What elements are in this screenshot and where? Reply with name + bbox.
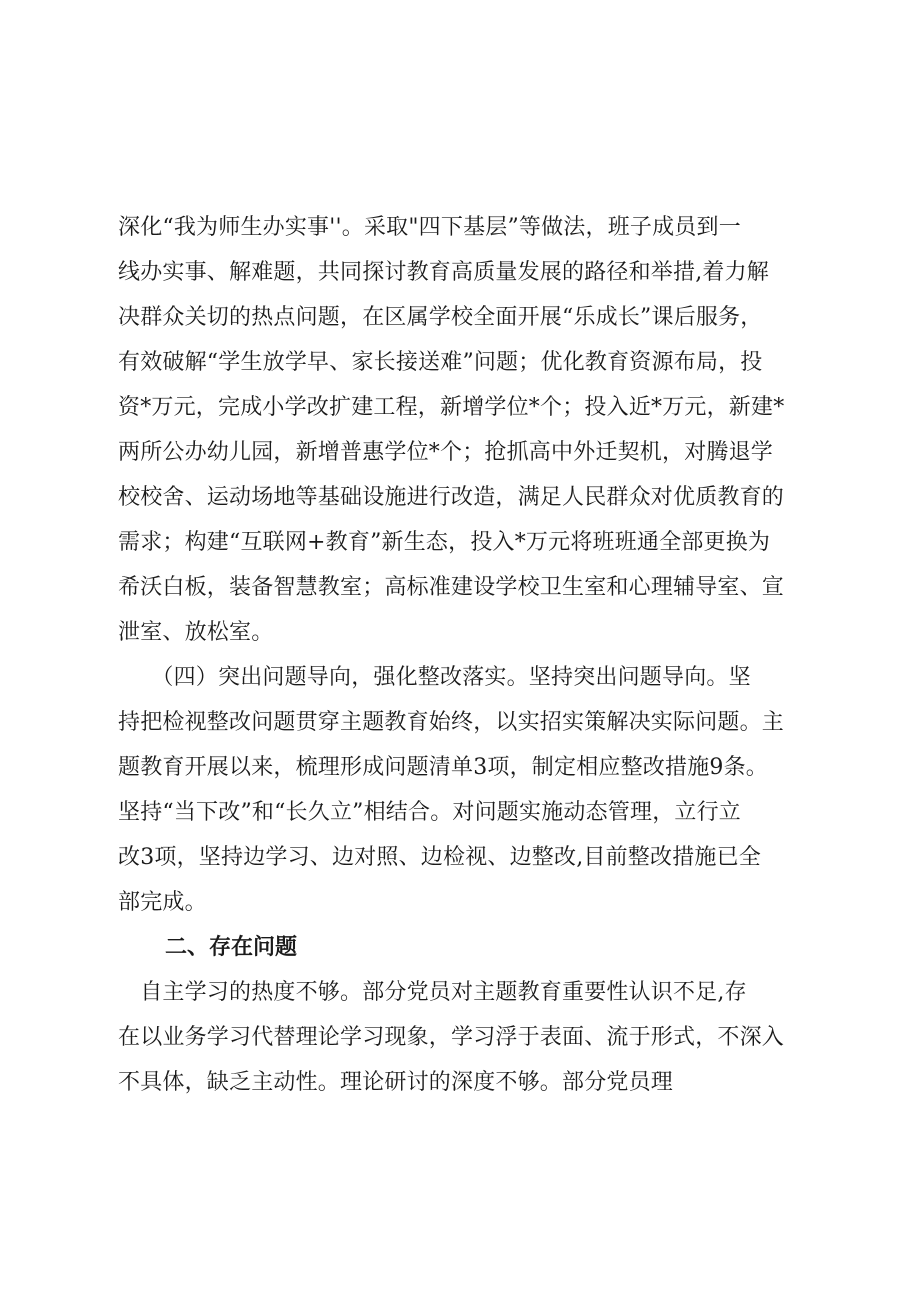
paragraph-1-line: 资*万元，完成小学改扩建工程，新增学位*个；投入近*万元，新建* [118, 395, 785, 420]
paragraph-1-line: 线办实事、解难题，共同探讨教育高质量发展的路径和举措,着力解 [118, 260, 769, 285]
paragraph-1-line: 泄室、放松室。 [118, 620, 274, 645]
paragraph-1-line: 校校舍、运动场地等基础设施进行改造，满足人民群众对优质教育的 [118, 485, 785, 510]
paragraph-1-line: 希沃白板，装备智慧教室；高标准建设学校卫生室和心理辅导室、宣 [118, 575, 785, 600]
paragraph-2-line: 题教育开展以来，梳理形成问题清单3项，制定相应整改措施9条。 [118, 755, 768, 780]
paragraph-1-line: 两所公办幼儿园，新增普惠学位*个；抢抓高中外迁契机，对腾退学 [118, 440, 774, 465]
paragraph-2-line: 部完成。 [118, 890, 207, 915]
paragraph-2-line: 持把检视整改问题贯穿主题教育始终，以实招实策解决实际问题。主 [118, 710, 785, 735]
paragraph-2-line: 坚持“当下改”和“长久立”相结合。对问题实施动态管理，立行立 [118, 800, 741, 825]
paragraph-3-line: 在以业务学习代替理论学习现象，学习浮于表面、流于形式，不深入 [118, 1025, 785, 1050]
paragraph-2-line: 改3项，坚持边学习、边对照、边检视、边整改,目前整改措施已全 [118, 845, 761, 870]
section-heading: 二、存在问题 [165, 935, 298, 960]
paragraph-3-line: 自主学习的热度不够。部分党员对主题教育重要性认识不足,存 [118, 980, 747, 1005]
paragraph-3-line: 不具体，缺乏主动性。理论研讨的深度不够。部分党员理 [118, 1070, 674, 1095]
paragraph-1-line: 需求；构建“互联网+教育”新生态，投入*万元将班班通全部更换为 [118, 530, 771, 555]
paragraph-1-line: 决群众关切的热点问题，在区属学校全面开展“乐成长”课后服务， [118, 305, 763, 330]
paragraph-1-line: 有效破解“学生放学早、家长接送难”问题；优化教育资源布局，投 [118, 350, 763, 375]
paragraph-1-line: 深化“我为师生办实事''。采取"四下基层”等做法，班子成员到一 [118, 215, 741, 240]
paragraph-2-line: （四）突出问题导向，强化整改落实。坚持突出问题导向。坚 [118, 665, 751, 690]
